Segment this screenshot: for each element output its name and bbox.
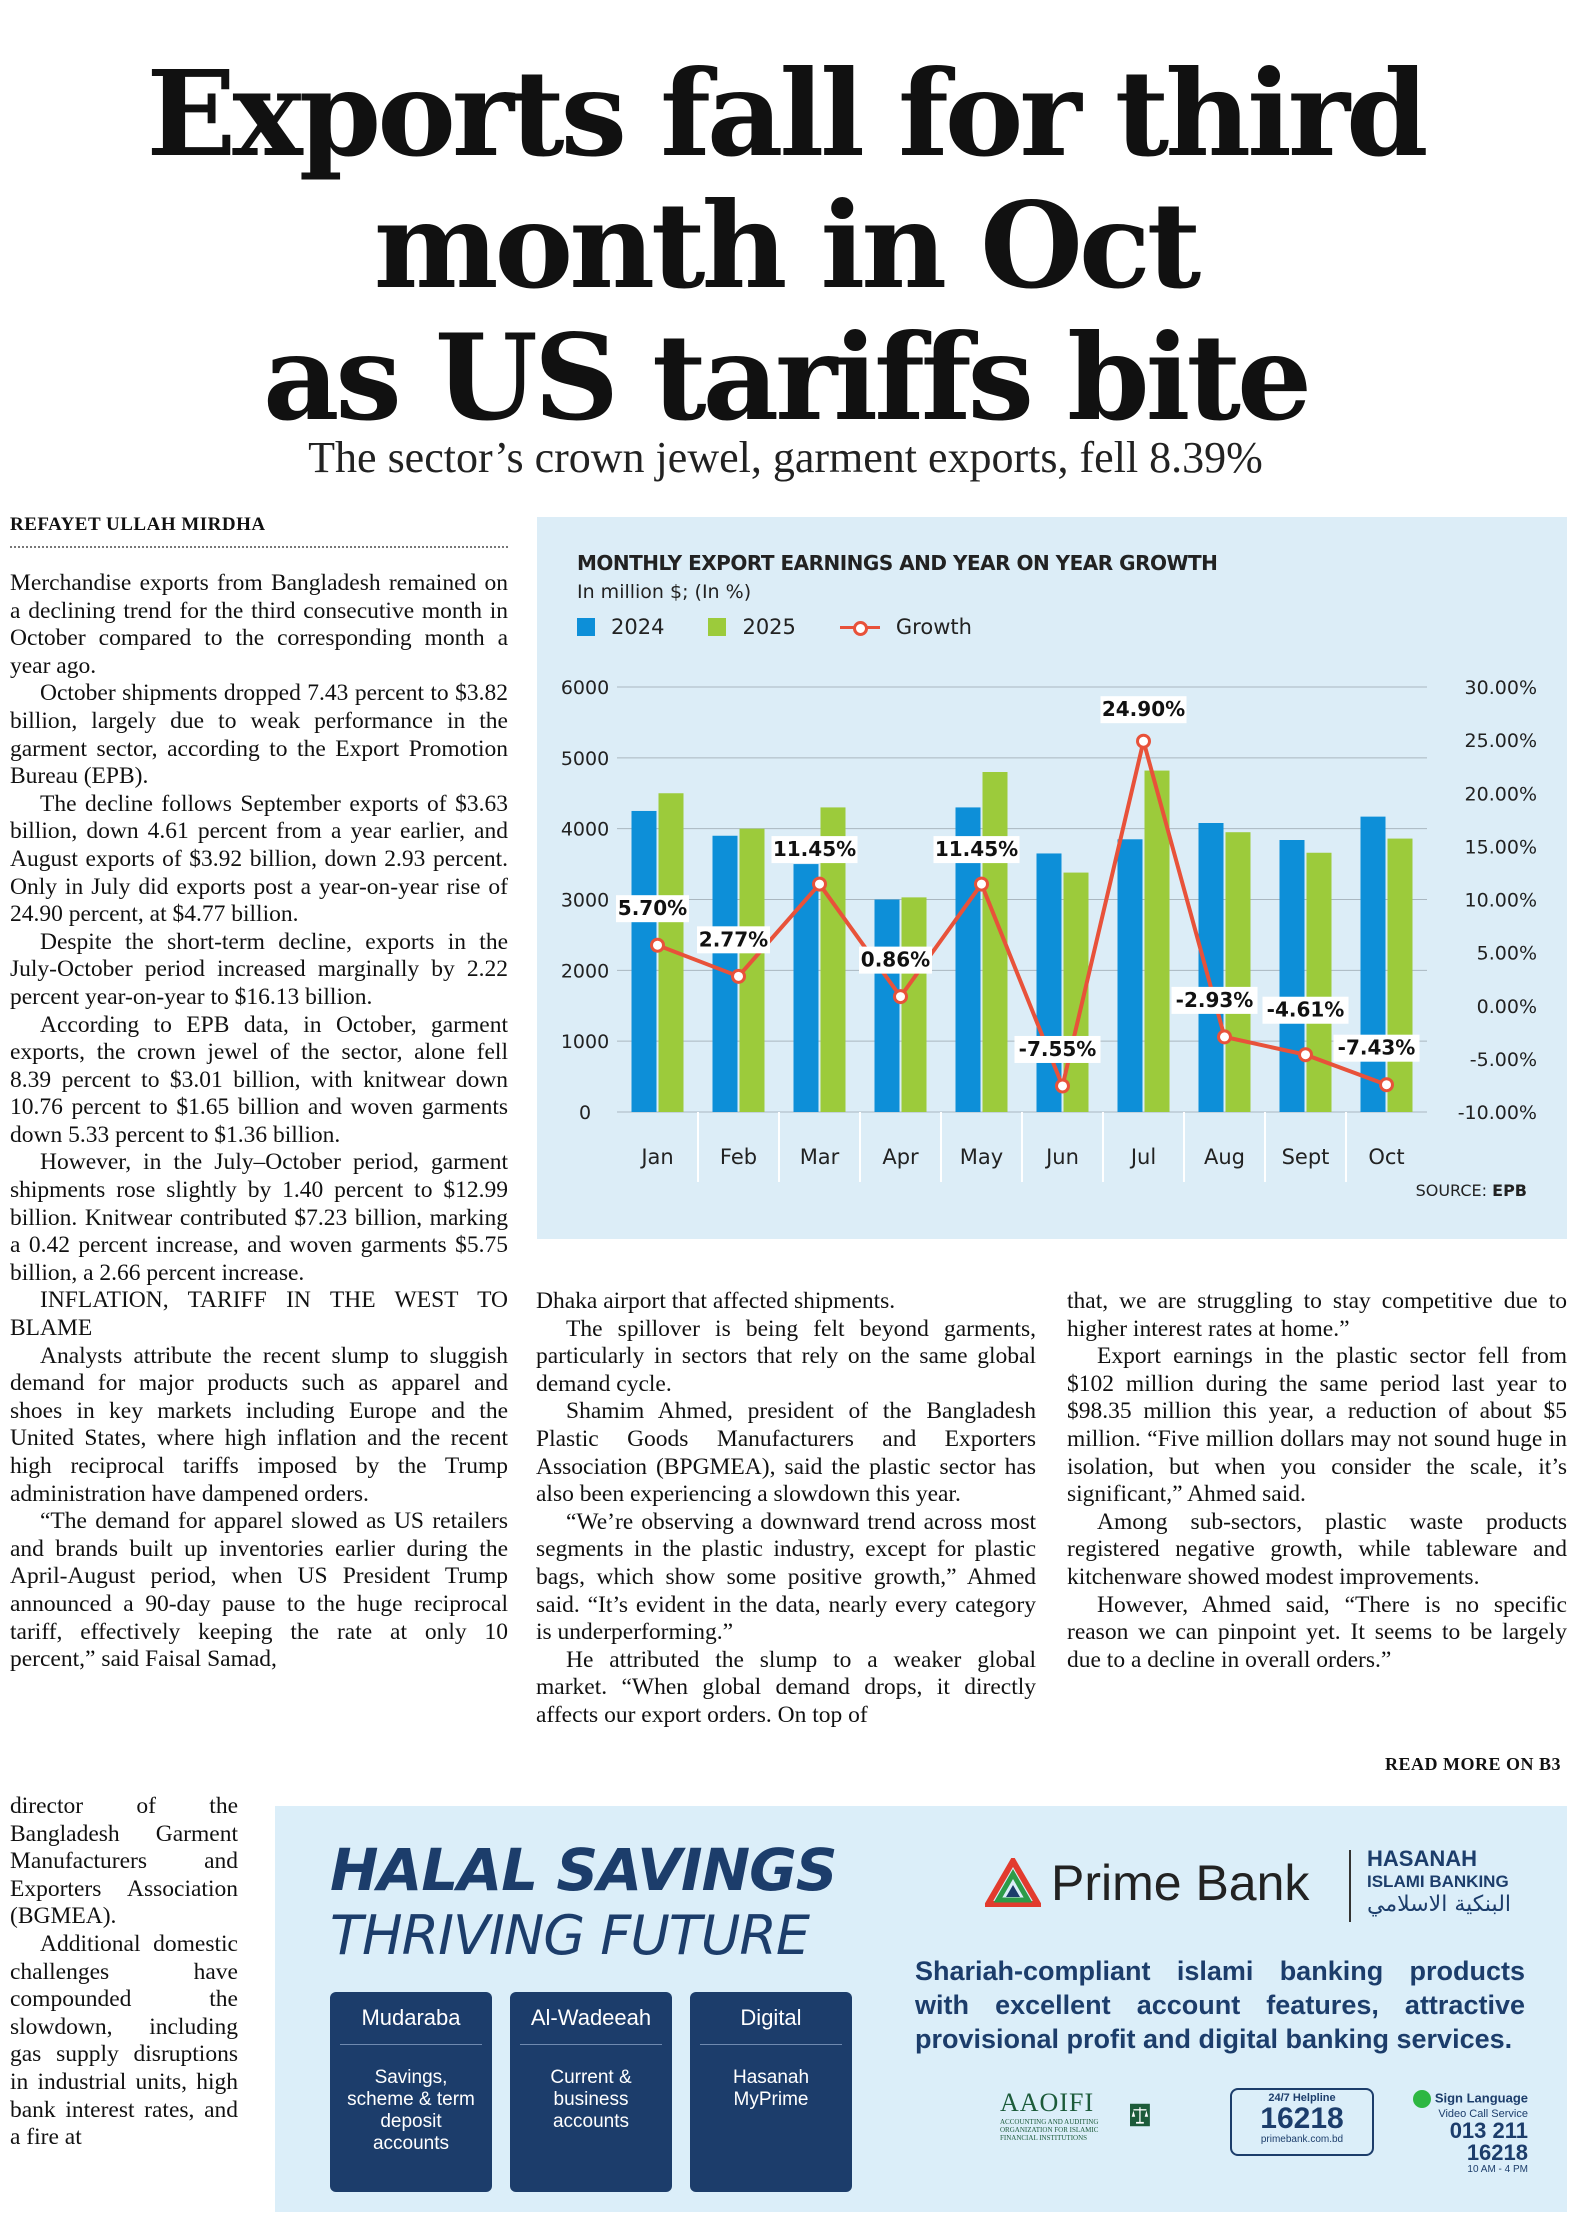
y2-tick-label: 5.00% [1476, 942, 1537, 965]
bar-2025-aug [1226, 832, 1251, 1112]
sign-hours: 10 AM - 4 PM [1467, 2164, 1528, 2175]
x-tick-label: Jan [641, 1145, 674, 1169]
headline-line-1: Exports fall for third [146, 44, 1425, 183]
chart-subtitle: In million $; (In %) [577, 581, 752, 603]
paragraph: Merchandise exports from Bangladesh remained on a declining trend for the third consecutive month in October compared to the corresponding month a year ago. [10, 570, 508, 679]
helpline-url: primebank.com.bd [1260, 2134, 1344, 2145]
growth-point [1057, 1080, 1069, 1092]
helpline-number: 16218 [1260, 2102, 1344, 2135]
paragraph: director of the Bangladesh Garment Manufacturers and Exporters Association (BGMEA). [10, 1793, 238, 1930]
growth-point [652, 939, 664, 951]
paragraph: Analysts attribute the recent slump to sluggish demand for major products such as apparel and shoes in key markets including Europe and the United States, where high inflation and the recent high reciprocal tariffs imposed by the Trump administration have dampened orders. [10, 1342, 508, 1507]
paragraph: October shipments dropped 7.43 percent to $3.82 billion, largely due to weak performance in the garment sector, according to the Export Promotion Bureau (EPB). [10, 680, 508, 790]
bar-2024-oct [1361, 817, 1386, 1112]
growth-data-label: -7.43% [1337, 1035, 1416, 1060]
sign-sub: Video Call Service [1438, 2108, 1528, 2120]
helpline-label: 24/7 Helpline [1268, 2092, 1336, 2104]
ad-subheadline: THRIVING FUTURE [330, 1904, 810, 1967]
paragraph: The spillover is being felt beyond garments, particularly in sectors that rely on the same global demand cycle. [536, 1315, 1036, 1397]
brand-divider [1349, 1850, 1351, 1922]
paragraph: “The demand for apparel slowed as US retailers and brands built up inventories earlier during the April-August period, when US President Trump announced a 90-day pause to the huge reciprocal tariff, effectively keeping the rate at only 10 percent,” said Faisal Samad, [10, 1508, 508, 1673]
chart-source: SOURCE: EPB [1415, 1181, 1527, 1200]
chart-panel [537, 517, 1567, 1239]
growth-data-label: 24.90% [1101, 697, 1186, 722]
growth-point [1138, 735, 1150, 747]
y2-tick-label: 25.00% [1464, 730, 1537, 753]
bar-2024-apr [875, 900, 900, 1113]
ad-card-title: Digital [700, 1992, 842, 2045]
read-more-link[interactable]: READ MORE ON B3 [1384, 1754, 1561, 1774]
paragraph: According to EPB data, in October, garment exports, the crown jewel of the sector, alone fell 8.39 percent to $3.01 billion, with knitwear down 10.76 percent to $1.65 billion and woven garments down 5.33 percent to $1.36 billion. [10, 1011, 508, 1148]
y-tick-label: 4000 [560, 818, 610, 841]
y2-tick-label: 0.00% [1476, 995, 1537, 1018]
ad-card-title: Al-Wadeeah [520, 1992, 662, 2045]
y-tick-label: 3000 [560, 889, 610, 912]
paragraph: However, Ahmed said, “There is no specific reason we can pinpoint yet. It seems to be largely due to a decline in overall orders.” [1067, 1591, 1567, 1673]
scales-icon [1130, 2089, 1150, 2141]
y-tick-label: 0 [578, 1102, 592, 1124]
y-tick-label: 2000 [560, 960, 610, 983]
growth-line [658, 741, 1387, 1086]
growth-point [1219, 1031, 1231, 1043]
article-column-1 [10, 570, 508, 1674]
y-tick-label: 5000 [560, 747, 610, 770]
paragraph: Despite the short-term decline, exports in the July-October period increased marginally by 2.22 percent year-on-year to $16.13 billion. [10, 928, 508, 1010]
paragraph: Among sub-sectors, plastic waste products registered negative growth, while tableware and kitchenware showed modest improvements. [1067, 1508, 1567, 1590]
x-tick-label: Sept [1281, 1145, 1330, 1169]
article-column-3 [1067, 1288, 1567, 1674]
hasanah-arabic: البنكية الاسلامي [1367, 1892, 1512, 1917]
article-column-1-continued [10, 1793, 238, 2152]
ad-card-body: Current & business accounts [550, 2067, 632, 2132]
ad-card-mudaraba [330, 1992, 492, 2192]
ad-description: Shariah-compliant islami banking products with excellent account features, attractive provisional profit and digital banking services. [915, 1956, 1525, 2054]
growth-data-label: -2.93% [1175, 987, 1254, 1012]
prime-bank-brand [985, 1854, 1309, 1912]
x-tick-label: May [959, 1145, 1004, 1169]
sign-number: 013 211 16218 [1449, 2118, 1528, 2165]
bar-2024-sept [1280, 840, 1305, 1112]
y2-tick-label: 20.00% [1464, 783, 1537, 806]
y-tick-label: 6000 [560, 677, 610, 699]
sign-language-service[interactable] [1383, 2090, 1528, 2175]
growth-data-label: 2.77% [698, 927, 769, 952]
x-tick-label: Jun [1046, 1145, 1079, 1169]
headline [0, 44, 1571, 447]
x-tick-label: Oct [1368, 1145, 1405, 1169]
legend-item-2025: 2025 [708, 615, 795, 639]
growth-data-label: 5.70% [617, 896, 688, 921]
prime-bank-logo-icon [985, 1858, 1041, 1908]
legend-item-growth: Growth [840, 615, 972, 639]
subhead: The sector’s crown jewel, garment exports, fell 8.39% [308, 433, 1263, 482]
article-column-2 [536, 1288, 1036, 1730]
paragraph: that, we are struggling to stay competitive due to higher interest rates at home.” [1067, 1288, 1567, 1342]
x-tick-label: Jul [1130, 1145, 1157, 1169]
ad-card-digital [690, 1992, 852, 2192]
paragraph: Dhaka airport that affected shipments. [536, 1288, 896, 1314]
aaoifi-name: AAOIFI [1000, 2088, 1095, 2117]
y2-tick-label: -5.00% [1469, 1048, 1537, 1071]
growth-data-label: 0.86% [860, 947, 931, 972]
headline-line-3: as US tariffs bite [262, 308, 1309, 447]
ad-card-title: Mudaraba [340, 1992, 482, 2045]
bar-2024-jul [1118, 839, 1143, 1112]
byline: REFAYET ULLAH MIRDHA [10, 514, 508, 548]
advertisement[interactable] [275, 1806, 1567, 2212]
growth-point [733, 970, 745, 982]
growth-data-label: -7.55% [1018, 1036, 1097, 1061]
section-subhead: INFLATION, TARIFF IN THE WEST TO BLAME [10, 1287, 508, 1342]
whatsapp-icon [1413, 2090, 1431, 2108]
ad-card-body: Savings, scheme & term deposit accounts [347, 2067, 475, 2154]
ad-card-al-wadeeah [510, 1992, 672, 2192]
brand-name: Prime Bank [1051, 1855, 1310, 1911]
y2-tick-label: 10.00% [1464, 889, 1537, 912]
growth-point [976, 878, 988, 890]
ad-headline: HALAL SAVINGS [330, 1836, 837, 1904]
bar-2025-sept [1307, 853, 1332, 1112]
growth-point [1300, 1049, 1312, 1061]
paragraph: Export earnings in the plastic sector fell from $102 million during the same period last year to $98.35 million this year, a reduction of about $5 million. “Five million dollars may not sound huge in isolation, but when you consider the scale, it’s significant,” Ahmed said. [1067, 1343, 1567, 1508]
bar-2024-aug [1199, 823, 1224, 1112]
x-tick-label: Feb [719, 1145, 758, 1169]
paragraph: “We’re observing a downward trend across most segments in the plastic industry, except for plastic bags, which show some positive growth,” Ahmed said. “It’s evident in the data, nearly every category is underperforming.” [536, 1508, 1036, 1646]
paragraph: He attributed the slump to a weaker global market. “When global demand drops, it directly affects our export orders. On top of [536, 1646, 1036, 1728]
sign-label: Sign Language [1434, 2090, 1528, 2106]
x-tick-label: Apr [882, 1145, 919, 1169]
chart-title: MONTHLY EXPORT EARNINGS AND YEAR ON YEAR GROWTH [577, 551, 1218, 575]
growth-data-label: 11.45% [934, 837, 1019, 862]
hasanah-title: HASANAH [1367, 1846, 1477, 1871]
growth-point [1381, 1079, 1393, 1091]
hasanah-brand [1367, 1846, 1511, 1917]
aaoifi-badge [1000, 2088, 1150, 2142]
bar-2025-apr [902, 897, 927, 1112]
helpline-badge[interactable] [1230, 2088, 1374, 2156]
growth-point [895, 991, 907, 1003]
y2-tick-label: 15.00% [1464, 836, 1537, 859]
ad-card-body: Hasanah MyPrime [732, 2067, 810, 2110]
hasanah-subtitle: ISLAMI BANKING [1367, 1872, 1509, 1891]
legend-item-2024: 2024 [577, 615, 664, 639]
aaoifi-subtitle: ACCOUNTING AND AUDITING ORGANIZATION FOR ISLAMIC FINANCIAL INSTITUTIONS [1000, 2118, 1099, 2142]
bar-2024-jan [632, 811, 657, 1112]
paragraph: The decline follows September exports of $3.63 billion, down 4.61 percent from a year earlier, and August exports of $3.92 billion, down 2.93 percent. Only in July did exports post a year-on-year rise of 24.90 percent, at $4.77 billion. [10, 790, 508, 928]
y2-tick-label: -10.00% [1457, 1102, 1537, 1124]
x-tick-label: Aug [1203, 1145, 1246, 1169]
growth-point [814, 878, 826, 890]
paragraph: Shamim Ahmed, president of the Bangladesh Plastic Goods Manufacturers and Exporters Association (BPGMEA), said the plastic sector has also been experiencing a slowdown this year. [536, 1398, 1036, 1508]
paragraph: Additional domestic challenges have compounded the slowdown, including gas supply disruptions in industrial units, high bank interest rates, and a fire at [10, 1930, 238, 2151]
chart-plot [537, 517, 1567, 1239]
bar-2025-oct [1388, 839, 1413, 1112]
paragraph: However, in the July–October period, garment shipments rose slightly by 1.40 percent to $12.99 billion. Knitwear contributed $7.23 billion, marking a 0.42 percent increase, and woven garments $5.75 billion, a 2.66 percent increase. [10, 1149, 508, 1286]
x-tick-label: Mar [799, 1145, 840, 1169]
headline-line-2: month in Oct [373, 176, 1198, 315]
growth-data-label: -4.61% [1266, 997, 1345, 1022]
growth-data-label: 11.45% [772, 837, 857, 862]
y2-tick-label: 30.00% [1464, 677, 1537, 699]
y-tick-label: 1000 [560, 1031, 610, 1054]
